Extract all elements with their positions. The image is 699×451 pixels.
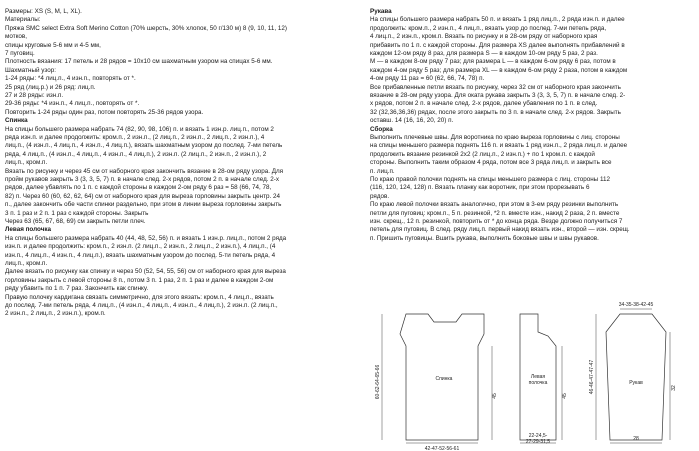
right-line: Сборка — [370, 125, 393, 133]
left-line: 27 и 28 ряды: изн.п. — [5, 92, 64, 99]
left-line: лиц.п., кром.п. — [5, 159, 48, 167]
left-line: Спинка — [5, 117, 28, 125]
left-line: изн.п. и далее продолжить: кром.п., 2 изн.п. (2 лиц.п., 2 изн.п., 2 лиц.п., 2 изн.п.), 4 лиц.п., (4 — [5, 243, 276, 251]
left-line: Правую полочку кардигана связать симметрично, для этого вязать: кром.п., 4 лиц.п., вязать — [5, 293, 274, 301]
left-line: п., далее закончить обе части спинки раздельно, при этом в линии выреза горловины закрыть — [5, 201, 282, 209]
left-line: Пряжа SMC select Extra Soft Merino Cotton (70% шерсть, 30% хлопок, 50 г/130 м) 8 (9, 10, 11, 12) — [5, 24, 287, 32]
right-line: продолжить вязание резинкой 2х2 (2 лиц.п., 2 изн.п.) + по 1 кром.п. с каждой — [370, 150, 595, 158]
left-line: ряду убавить по 1 п. 7 раз. Закончить как спинку. — [5, 285, 149, 293]
left-line: Плотность вязания: 17 петель и 28 рядов = 10х10 см шахматным узором на спицах 5-6 мм. — [5, 58, 273, 66]
front-width-label-2: 27-29-31,5 — [525, 439, 551, 445]
right-line: Все прибавленные петли вязать по рисунку, через 32 см от наборного края закончить — [370, 83, 621, 91]
right-line: изн. скрещ., 12 п. резинкой, повторить от * до конца ряда. Везде должно получиться 7 — [370, 218, 623, 225]
left-line: 82) п. Через 60 (60, 62, 62, 64) см от наборного края для выреза горловины закрыть центр. 24 — [5, 192, 280, 200]
left-line: рядов, далее убавлять по 1 п. с каждой стороны в каждом 2-ом ряду 6 раз = 58 (66, 74, 78, — [5, 184, 272, 192]
right-line: продолжить: кром.п., 2 изн.п., 4 лиц.п., вязать узор до послед. 7-ми петель ряда, — [370, 24, 607, 32]
sleeve-outline — [606, 314, 666, 440]
right-line: п. Пришить пуговицы. Вшить рукава, выполнить боковые швы и швы рукавов. — [370, 234, 599, 242]
left-line: Далее вязать по рисунку как спинку и через 50 (52, 54, 55, 56) см от наборного края для выреза — [5, 268, 286, 276]
left-line: 25 ряд (лиц.р.) и 26 ряд: лиц.п. — [5, 83, 96, 91]
right-line: вязание в 28-ом ряду узора. Для оката рукава закрыть 3 (3, 3, 5, 7) п. в начале след. 2- — [370, 92, 626, 99]
left-line: ряда, 4 лиц.п., (4 изн.п., 4 лиц.п., 4 изн.п., 4 лиц.п.), 2 изн.п. (2 лиц.п., 2 изн.п., 2 изн.п.), 2 — [5, 150, 267, 158]
left-line: до послед. 7-ми петель ряда, 4 лиц.п., (4 изн.п., 4 лиц.п., 4 изн.п., 4 лиц.п.), 2 изн.п. (2 лиц.п., — [5, 302, 278, 309]
left-line: спицы круговые 5-6 мм и 4-5 мм, — [5, 41, 101, 49]
left-line: Шахматный узор: — [5, 66, 56, 74]
right-line: На спицы большего размера набрать 50 п. и вязать 1 ряд лиц.п., 2 ряда изн.п. и далее — [370, 16, 625, 24]
front-width-label-1: 22-24,5- — [528, 433, 548, 439]
right-line: 4-ом ряду 11 раз = 60 (62, 66, 74, 78) п. — [370, 75, 485, 83]
right-line: на спицы меньшего размера поднять 116 п. и вязать 1 ряд изн.п., 2 ряда лиц.п. и далее — [370, 142, 628, 150]
left-line: лиц.п., (4 изн.п., 4 лиц.п., 4 изн.п., 4 лиц.п.), вязать шахматным узором до послед. 7-ми петель — [5, 142, 283, 150]
right-line: Выполнить плечевые швы. Для воротника по краю выреза горловины с лиц. стороны — [370, 134, 620, 141]
pattern-diagram — [370, 292, 695, 451]
right-line: прибавить по 1 п. с каждой стороны. Для размера XS далее выполнять прибавлений в — [370, 41, 625, 49]
left-line: Вязать по рисунку и через 45 см от наборного края закончить вязание в 28-ом ряду узора. Для — [5, 167, 284, 175]
left-line: 29-36 ряды: *4 изн.п., 4 лиц.п., повторять от *. — [5, 100, 140, 108]
left-line: 3 п. 1 раз и 2 п. 1 раз с каждой стороны. Закрыть — [5, 209, 149, 217]
back-width-label: 42-47-52-56-61 — [424, 446, 460, 451]
left-line: 2 изн.п., 2 лиц.п., 2 изн.п.), кром.п. — [5, 310, 106, 318]
right-line: 4 лиц.п., 2 изн.п., кром.п. Вязать по рисунку и в 28-ом ряду от наборного края — [370, 33, 598, 41]
right-line: M — в каждом 8-ом ряду 7 раз; для размера L — в каждом 6-ом ряду 6 раз, потом в — [370, 58, 616, 66]
right-line: Рукава — [370, 8, 392, 15]
right-line: рядов. — [370, 192, 390, 200]
back-height-label: 60-62-64-65-66 — [375, 364, 381, 400]
right-line: каждом 12-ом ряду 8 раз, для размера S — в каждом 10-ом ряду 5 раз, 2 раз. — [370, 50, 598, 57]
right-line: петли для пуговиц: кром.п., 5 п. резинкой, *2 п. вместе изн., накид 2 раза, 2 п. вместе — [370, 209, 620, 217]
right-line: п. лиц.п. — [370, 167, 395, 175]
right-line: По краю левой полочки вязать аналогично, при этом в 3-ем ряду резинки выполнить — [370, 201, 619, 209]
right-line: (116, 120, 124, 128) п. Вязать планку как воротник, при этом прорезывать 6 — [370, 184, 590, 192]
left-line: горловины закрыть с левой стороны 8 п., потом 3 п. 1 раз, 2 п. 1 раз и далее в каждом 2-ом — [5, 276, 274, 284]
left-line: мотков, — [5, 33, 27, 41]
front-label-1: Левая — [530, 374, 546, 380]
left-line: 7 пуговиц. — [5, 50, 35, 57]
right-line: петель для пуговиц. В след. ряду лиц.п. первый накид вязать изн., второй — изн. скрещ. — [370, 226, 630, 234]
front-side-label: 45 — [562, 393, 568, 399]
right-line: х рядов, потом 2 п. в начале след. 2-х рядов, далее убавления по 1 п. в след. — [370, 100, 598, 108]
left-line: изн.п., 4 лиц.п., 4 изн.п., 4 лиц.п.), вязать шахматным узором до послед. 5-ти петель ряда, 4 — [5, 251, 276, 259]
back-side-label: 45 — [492, 393, 498, 399]
sleeve-side-label: 32 — [671, 385, 677, 391]
right-line: По краю правой полочки поднять на спицы меньшего размера с лиц. стороны 112 — [370, 176, 610, 183]
left-line: пройм рукавов закрыть 3 (3, 3, 5, 7) п. в начале след. 2-х рядов, потом 2 п. в начале след. 2-х — [5, 176, 279, 183]
right-line: оставш. 14 (16, 16, 20, 20) п. — [370, 117, 454, 125]
left-line: Материалы: — [5, 16, 41, 24]
left-line: ряда изн.п. и далее продолжить: кром.п., 2 изн.п., (2 лиц.п., 2 изн.п., 2 лиц.п., 2 изн.п.), 4 — [5, 134, 265, 141]
left-line: Через 63 (65, 67, 68, 69) см закрыть петли плеч. — [5, 218, 146, 225]
front-label-2: полочка — [528, 380, 548, 386]
right-line: стороны. Выполнить таким образом 4 ряда, потом все 3 ряда лиц.п. и закрыть все — [370, 159, 612, 167]
sleeve-height-label: 46-46-47-47-47 — [589, 359, 595, 395]
sleeve-width-label: 28 — [633, 436, 639, 442]
sleeve-top-label: 34-35-38-42-45 — [618, 302, 654, 308]
left-line: Левая полочка — [5, 226, 52, 234]
right-line: 32 (32,36,36,36) рядах, после этого закрыть по 3 п. в начале след. 2-х рядов. Закрыть — [370, 108, 621, 116]
right-line: каждом 4-ом ряду 5 раз; для размера XL — в каждом 6-ом ряду 2 раза, потом в каждом — [370, 66, 628, 74]
sleeve-label: Рукав — [629, 380, 643, 386]
left-line: Повторить 1-24 ряды один раз, потом повторять 25-36 рядов узора. — [5, 108, 204, 116]
left-line: На спицы большего размера набрать 74 (82, 90, 98, 106) п. и вязать 1 изн.р. лиц.п., потом 2 — [5, 125, 274, 133]
left-line: На спицы большего размера набрать 40 (44, 48, 52, 56) п. и вязать 1 изн.р. лиц.п., потом 2 ряда — [5, 234, 287, 242]
left-line: Размеры: XS (S, M, L, XL). — [5, 8, 82, 15]
left-line: лиц.п., кром.п. — [5, 260, 48, 267]
back-label: Спинка — [435, 376, 453, 382]
left-line: 1-24 ряды: *4 лиц.п., 4 изн.п., повторять от *. — [5, 75, 136, 83]
